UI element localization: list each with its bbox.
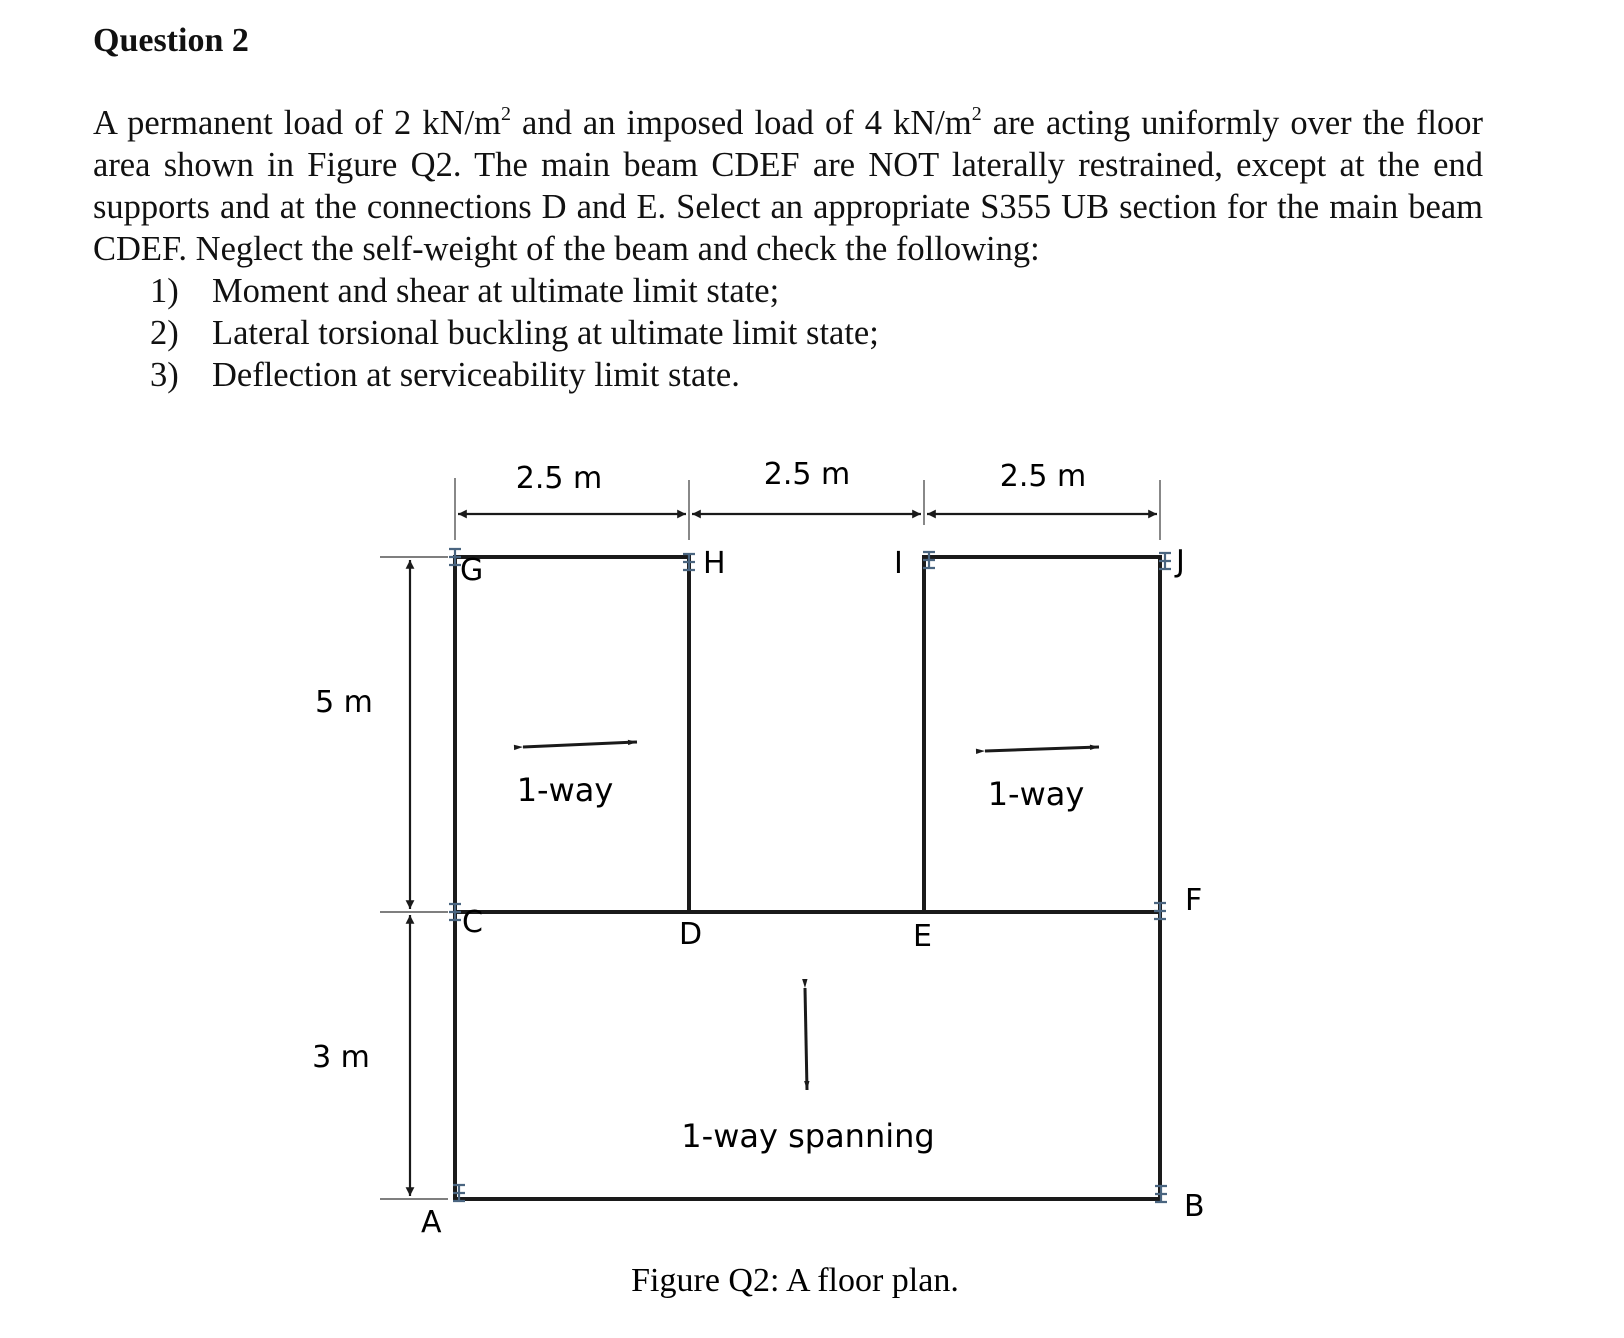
dimension-height-lower: 3 m bbox=[312, 1040, 370, 1075]
question-text-part1: A permanent load of 2 kN/m bbox=[93, 104, 501, 142]
question-text-part2: and an imposed load of 4 kN/m bbox=[510, 104, 972, 142]
node-label-g: G bbox=[460, 553, 484, 588]
node-label-h: H bbox=[703, 546, 726, 581]
question-text-part3: are acting uniformly over the floor area shown in Figure Q2. The main beam CDEF are NOT laterally restrained, except at the end supports and at the connections D and E. Select an appropriate S355 UB section for the main beam CDEF. Neglect the self-weight of the beam and check the following: bbox=[93, 104, 1484, 268]
column-markers bbox=[449, 549, 1171, 1202]
vertical-dimension-lines bbox=[380, 557, 448, 1199]
dimension-height-upper: 5 m bbox=[315, 685, 373, 720]
check-item-number: 1) bbox=[150, 272, 179, 310]
node-label-d: D bbox=[679, 917, 703, 952]
node-label-c: C bbox=[462, 905, 483, 940]
check-item-number: 3) bbox=[150, 356, 179, 394]
node-label-a: A bbox=[421, 1205, 442, 1240]
check-item-text: Deflection at serviceability limit state. bbox=[212, 356, 740, 394]
node-label-b: B bbox=[1184, 1189, 1205, 1224]
dimension-span-2: 2.5 m bbox=[763, 457, 851, 492]
node-label-e: E bbox=[913, 919, 932, 954]
node-label-f: F bbox=[1185, 883, 1203, 918]
unit-superscript-2: 2 bbox=[971, 103, 982, 125]
span-arrow-lower-panel bbox=[805, 988, 807, 1090]
span-arrow-right-panel bbox=[985, 747, 1099, 751]
check-item-number: 2) bbox=[150, 314, 179, 352]
span-arrow-left-panel bbox=[523, 742, 637, 747]
column-icon-f bbox=[1154, 903, 1166, 919]
question-heading: Question 2 bbox=[93, 22, 249, 59]
node-label-j: J bbox=[1176, 544, 1185, 579]
span-label-lower-panel: 1-way spanning bbox=[681, 1117, 935, 1155]
check-item-text: Lateral torsional buckling at ultimate limit state; bbox=[212, 314, 879, 352]
figure-caption: Figure Q2: A floor plan. bbox=[631, 1262, 959, 1299]
node-label-i: I bbox=[894, 546, 903, 581]
dimension-span-1: 2.5 m bbox=[515, 461, 603, 496]
column-icon-c bbox=[449, 904, 461, 920]
beams bbox=[455, 557, 1160, 1199]
dimension-span-3: 2.5 m bbox=[999, 459, 1087, 494]
span-label-left-panel: 1-way bbox=[516, 771, 614, 809]
check-item-text: Moment and shear at ultimate limit state; bbox=[212, 272, 780, 310]
span-label-right-panel: 1-way bbox=[987, 775, 1085, 813]
unit-superscript-1: 2 bbox=[500, 103, 511, 125]
